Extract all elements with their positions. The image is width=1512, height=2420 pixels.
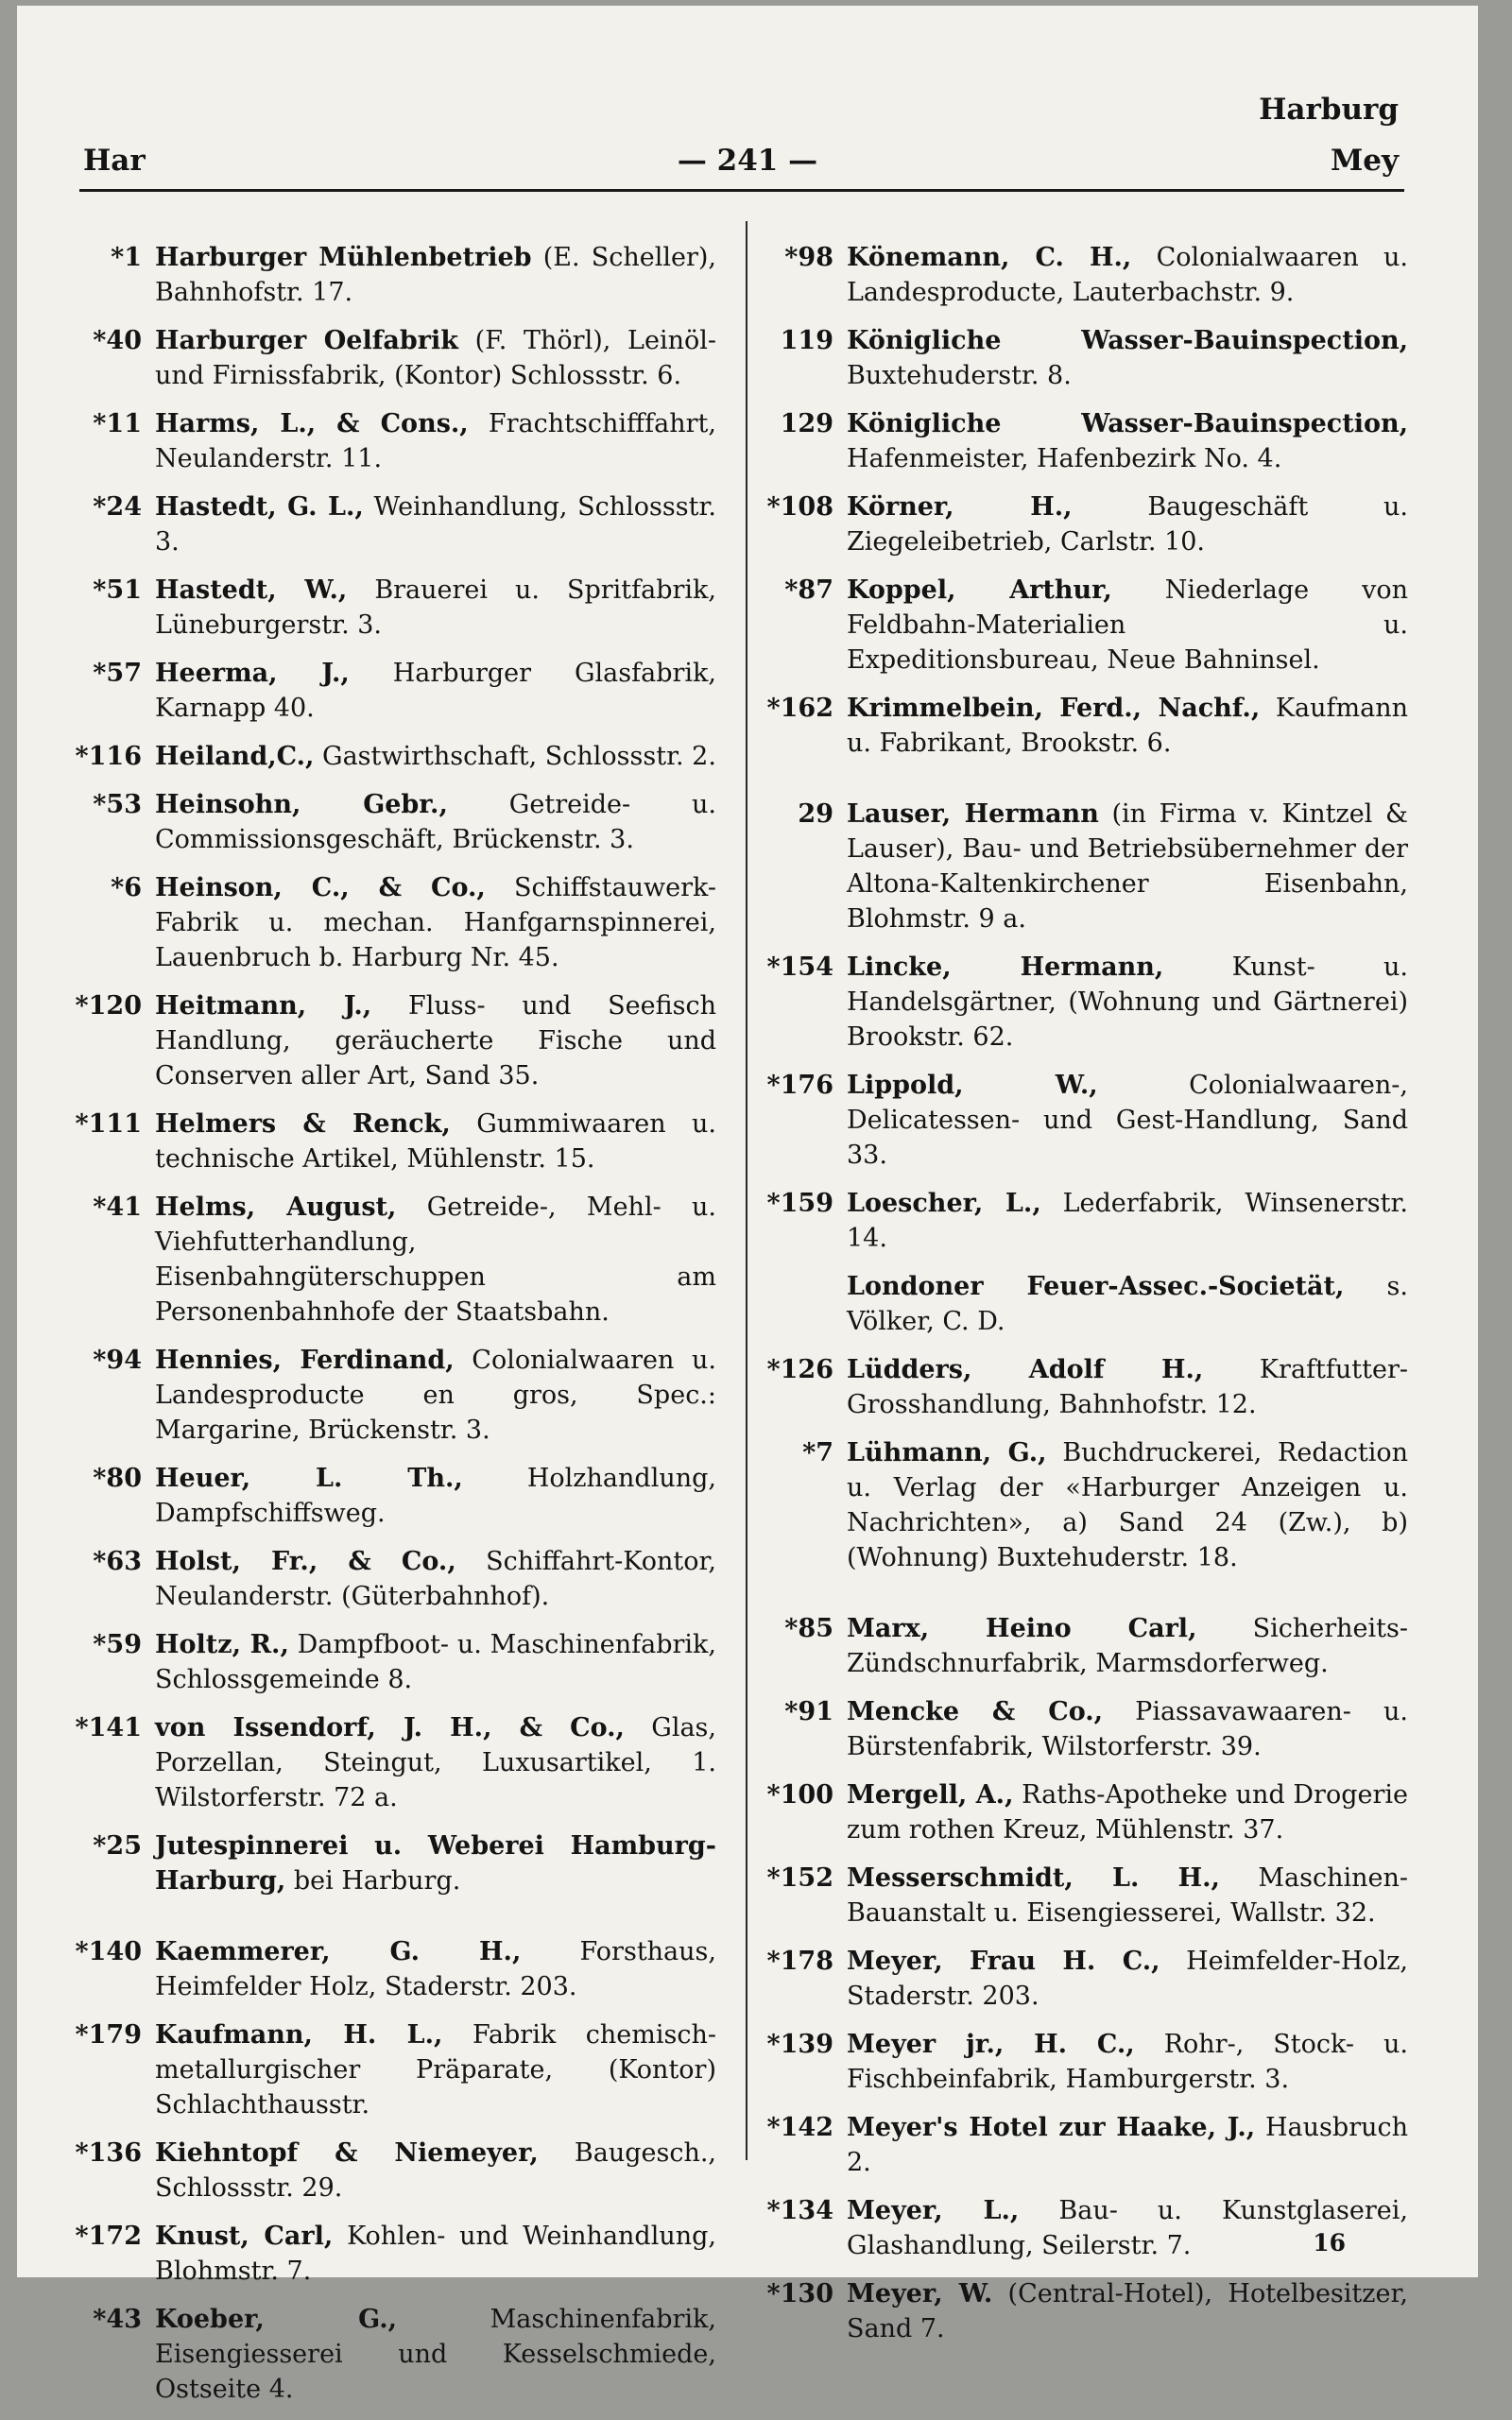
- entry-text: [847, 1068, 1408, 1173]
- entry-number: *130: [766, 2279, 833, 2308]
- entry-name: Kaufmann, H. L.,: [155, 2020, 443, 2050]
- directory-entry: [74, 1544, 716, 1614]
- entry-text: [847, 797, 1408, 936]
- entry-number: *179: [75, 2020, 142, 2050]
- entry-text: [155, 1934, 716, 2004]
- entry-number: *126: [766, 1355, 833, 1384]
- entry-details: Holzhandlung, Dampfschiffsweg.: [155, 1464, 716, 1528]
- entry-name: Heitmann, J.,: [155, 991, 372, 1021]
- entry-details: Getreide- u. Commissionsgeschäft, Brückenstr. 3.: [155, 790, 716, 854]
- entry-text: [847, 1861, 1408, 1931]
- entry-number: *25: [93, 1831, 142, 1861]
- entry-text: [847, 1611, 1408, 1681]
- entry-number: *94: [93, 1346, 142, 1375]
- entry-name: Kaemmerer, G. H.,: [155, 1937, 522, 1966]
- entry-name: Harburger Mühlenbetrieb: [155, 243, 532, 272]
- entry-details: Harburger Glasfabrik, Karnapp 40.: [155, 659, 716, 723]
- directory-entry: [74, 1828, 716, 1898]
- directory-entry: [765, 573, 1408, 678]
- entry-details: Baugeschäft u. Ziegeleibetrieb, Carlstr. 10.: [847, 492, 1408, 557]
- left-column: [74, 240, 716, 2420]
- entry-details: Brauerei u. Spritfabrik, Lüneburgerstr. 3.: [155, 575, 716, 640]
- entry-text: [847, 1352, 1408, 1422]
- entry-name: Meyer, Frau H. C.,: [847, 1947, 1160, 1976]
- entry-name: Messerschmidt, L. H.,: [847, 1863, 1220, 1893]
- entry-number: *59: [93, 1630, 142, 1659]
- page-number: — 241 —: [677, 144, 818, 178]
- entry-details: Rohr-, Stock- u. Fischbeinfabrik, Hamburgerstr. 3.: [847, 2030, 1408, 2094]
- entry-text: [847, 950, 1408, 1055]
- entry-text: [155, 1461, 716, 1531]
- entry-name: Knust, Carl,: [155, 2222, 334, 2251]
- directory-entry: [74, 2017, 716, 2122]
- entry-details: Kunst- u. Handelsgärtner, (Wohnung und Gärtnerei) Brookstr. 62.: [847, 953, 1408, 1052]
- directory-entry: [74, 2136, 716, 2205]
- directory-entry: [765, 1435, 1408, 1575]
- entry-number: *116: [75, 742, 142, 771]
- entry-text: [155, 1190, 716, 1330]
- entry-text: [155, 1627, 716, 1697]
- entry-text: [155, 787, 716, 857]
- entry-number: *108: [766, 492, 833, 522]
- entry-text: [847, 1777, 1408, 1847]
- directory-entry: [74, 1627, 716, 1697]
- entry-name: Koeber, G.,: [155, 2305, 398, 2334]
- entry-name: Hastedt, W.,: [155, 575, 348, 605]
- entry-details: Sicherheits-Zündschnurfabrik, Marmsdorferweg.: [847, 1614, 1408, 1678]
- entry-name: Helms, August,: [155, 1193, 397, 1222]
- entry-number: 29: [798, 799, 833, 829]
- directory-entry: [74, 323, 716, 393]
- entry-name: Körner, H.,: [847, 492, 1073, 522]
- entry-number: *91: [784, 1697, 833, 1726]
- entry-details: Schiffstauwerk-Fabrik u. mechan. Hanfgarnspinnerei, Lauenbruch b. Harburg Nr. 45.: [155, 873, 716, 972]
- entry-details: Maschinenfabrik, Eisengiesserei und Kesselschmiede, Ostseite 4.: [155, 2305, 716, 2404]
- directory-entry: [765, 406, 1408, 476]
- entry-name: Hennies, Ferdinand,: [155, 1346, 455, 1375]
- entry-text: [847, 2276, 1408, 2346]
- entry-details: Dampfboot- u. Maschinenfabrik, Schlossgemeinde 8.: [155, 1630, 716, 1694]
- entry-name: Helmers & Renck,: [155, 1109, 451, 1139]
- directory-entry: [74, 406, 716, 476]
- entry-details: s. Völker, C. D.: [847, 1272, 1408, 1336]
- entry-number: *80: [93, 1464, 142, 1493]
- entry-details: Colonialwaaren-, Delicatessen- und Gest-Handlung, Sand 33.: [847, 1071, 1408, 1170]
- directory-entry: [74, 656, 716, 726]
- entry-number: *85: [784, 1614, 833, 1643]
- directory-entry: [74, 870, 716, 975]
- entry-details: Getreide-, Mehl- u. Viehfutterhandlung, Eisenbahngüterschuppen am Personenbahnhofe der Staatsbahn.: [155, 1193, 716, 1327]
- entry-name: Krimmelbein, Ferd., Nachf.,: [847, 694, 1261, 723]
- entry-details: Gummiwaaren u. technische Artikel, Mühlenstr. 15.: [155, 1109, 716, 1174]
- entry-details: Forsthaus, Heimfelder Holz, Staderstr. 203.: [155, 1937, 716, 2001]
- directory-entry: [765, 323, 1408, 393]
- entry-text: [847, 240, 1408, 310]
- directory-entry: [74, 2219, 716, 2289]
- entry-details: Schiffahrt-Kontor, Neulanderstr. (Güterbahnhof).: [155, 1547, 716, 1611]
- directory-entry: [74, 988, 716, 1093]
- entry-text: [847, 1269, 1408, 1339]
- entry-number: *1: [111, 243, 142, 272]
- entry-details: Hafenmeister, Hafenbezirk No. 4.: [847, 444, 1282, 473]
- entry-number: *178: [766, 1947, 833, 1976]
- entry-name: Königliche Wasser-Bauinspection,: [847, 409, 1408, 438]
- entry-number: *140: [75, 1937, 142, 1966]
- entry-text: [847, 1186, 1408, 1256]
- entry-name: Heinsohn, Gebr.,: [155, 790, 448, 819]
- entry-number: *100: [766, 1780, 833, 1810]
- entry-text: [155, 739, 716, 774]
- entry-name: Heinson, C., & Co.,: [155, 873, 486, 902]
- directory-entry: [765, 1944, 1408, 2014]
- entry-number: *11: [93, 409, 142, 438]
- entry-text: [155, 240, 716, 310]
- entry-name: Meyer, L.,: [847, 2196, 1020, 2225]
- directory-entry: [74, 1710, 716, 1815]
- entry-details: bei Harburg.: [293, 1866, 461, 1896]
- entry-text: [155, 870, 716, 975]
- entry-name: Jutespinnerei u. Weberei Hamburg-Harburg,: [155, 1831, 716, 1896]
- entry-name: Londoner Feuer-Assec.-Societät,: [847, 1272, 1345, 1301]
- entry-number: *120: [75, 991, 142, 1021]
- entry-details: (in Firma v. Kintzel & Lauser), Bau- und Betriebsübernehmer der Altona-Kaltenkirchener Eisenbahn, Blohmstr. 9 a.: [847, 799, 1408, 934]
- entry-text: [155, 1828, 716, 1898]
- entry-name: Heerma, J.,: [155, 659, 350, 688]
- entry-number: *142: [766, 2113, 833, 2142]
- entry-details: Colonialwaaren u. Landesproducte en gros, Spec.: Margarine, Brückenstr. 3.: [155, 1346, 716, 1445]
- directory-entry: [765, 2110, 1408, 2180]
- entry-text: [847, 323, 1408, 393]
- entry-number: *87: [784, 575, 833, 605]
- entry-name: Harms, L., & Cons.,: [155, 409, 469, 438]
- entry-number: *139: [766, 2030, 833, 2059]
- entry-details: Frachtschifffahrt, Neulanderstr. 11.: [155, 409, 716, 473]
- directory-entry: [765, 2193, 1408, 2263]
- entry-text: [155, 988, 716, 1093]
- directory-entry: [765, 489, 1408, 559]
- entry-name: Hastedt, G. L.,: [155, 492, 364, 522]
- entry-details: Fabrik chemisch-metallurgischer Präparate, (Kontor) Schlachthausstr.: [155, 2020, 716, 2120]
- entry-number: 119: [780, 326, 833, 355]
- entry-name: Meyer jr., H. C.,: [847, 2030, 1135, 2059]
- entry-text: [155, 1343, 716, 1448]
- entry-details: Buxtehuderstr. 8.: [847, 361, 1072, 390]
- entry-details: Fluss- und Seefisch Handlung, geräucherte Fische und Conserven aller Art, Sand 35.: [155, 991, 716, 1090]
- directory-entry: [74, 2302, 716, 2407]
- entry-name: Heuer, L. Th.,: [155, 1464, 463, 1493]
- entry-number: *141: [75, 1713, 142, 1742]
- directory-entry: [765, 1352, 1408, 1422]
- entry-details: Piassavawaaren- u. Bürstenfabrik, Wilstorferstr. 39.: [847, 1697, 1408, 1761]
- entry-number: *111: [75, 1109, 142, 1139]
- entry-text: [155, 1107, 716, 1176]
- entry-text: [155, 323, 716, 393]
- entry-name: Koppel, Arthur,: [847, 575, 1112, 605]
- entry-details: Kaufmann u. Fabrikant, Brookstr. 6.: [847, 694, 1408, 758]
- directory-entry: [765, 240, 1408, 310]
- entry-details: Glas, Porzellan, Steingut, Luxusartikel, 1. Wilstorferstr. 72 a.: [155, 1713, 716, 1812]
- entry-name: Lühmann, G.,: [847, 1438, 1047, 1467]
- entry-text: [155, 2302, 716, 2407]
- entry-name: Holst, Fr., & Co.,: [155, 1547, 456, 1576]
- entry-text: [847, 1944, 1408, 2014]
- entry-number: *152: [766, 1863, 833, 1893]
- entry-text: [155, 2219, 716, 2289]
- place-heading: Harburg: [1259, 93, 1399, 127]
- entry-name: Könemann, C. H.,: [847, 243, 1132, 272]
- entry-text: [847, 1435, 1408, 1575]
- entry-number: *57: [93, 659, 142, 688]
- entry-number: *154: [766, 953, 833, 982]
- running-head-left: Har: [83, 144, 146, 178]
- entry-name: Meyer's Hotel zur Haake, J.,: [847, 2113, 1256, 2142]
- entry-details: (F. Thörl), Leinöl- und Firnissfabrik, (Kontor) Schlossstr. 6.: [155, 326, 716, 390]
- entry-details: Lederfabrik, Winsenerstr. 14.: [847, 1189, 1408, 1253]
- entry-text: [847, 2027, 1408, 2097]
- entry-text: [155, 1710, 716, 1815]
- directory-entry: [765, 2027, 1408, 2097]
- column-divider: [746, 221, 747, 2160]
- directory-entry: [765, 2276, 1408, 2346]
- entry-number: *98: [784, 243, 833, 272]
- entry-details: Weinhandlung, Schlossstr. 3.: [155, 492, 717, 557]
- entry-name: von Issendorf, J. H., & Co.,: [155, 1713, 625, 1742]
- entry-name: Loescher, L.,: [847, 1189, 1041, 1218]
- directory-entry: [74, 489, 716, 559]
- entry-text: [847, 2110, 1408, 2180]
- entry-text: [847, 691, 1408, 761]
- entry-text: [155, 1544, 716, 1614]
- entry-name: Heiland,C.,: [155, 742, 315, 771]
- entry-details: Gastwirthschaft, Schlossstr. 2.: [322, 742, 716, 771]
- directory-entry: [765, 691, 1408, 761]
- entry-number: *134: [766, 2196, 833, 2225]
- entry-number: *7: [802, 1438, 833, 1467]
- entry-details: (Central-Hotel), Hotelbesitzer, Sand 7.: [847, 2279, 1408, 2343]
- entry-number: *6: [111, 873, 142, 902]
- entry-name: Lauser, Hermann: [847, 799, 1099, 829]
- entry-details: Hausbruch 2.: [847, 2113, 1408, 2177]
- entry-name: Marx, Heino Carl,: [847, 1614, 1197, 1643]
- directory-entry: [74, 1343, 716, 1448]
- directory-entry: [765, 1269, 1408, 1339]
- entry-text: [847, 406, 1408, 476]
- entry-number: 129: [780, 409, 833, 438]
- entry-details: Colonialwaaren u. Landesproducte, Lauterbachstr. 9.: [847, 243, 1408, 307]
- entry-number: *53: [93, 790, 142, 819]
- entry-details: Heimfelder-Holz, Staderstr. 203.: [847, 1947, 1408, 2011]
- running-head-right: Mey: [1330, 144, 1399, 178]
- entry-details: Raths-Apotheke und Drogerie zum rothen Kreuz, Mühlenstr. 37.: [847, 1780, 1408, 1845]
- directory-entry: [765, 1861, 1408, 1931]
- entry-number: *63: [93, 1547, 142, 1576]
- directory-entry: [74, 240, 716, 310]
- entry-text: [155, 656, 716, 726]
- entry-name: Holtz, R.,: [155, 1630, 289, 1659]
- entry-text: [155, 573, 716, 643]
- directory-entry: [74, 573, 716, 643]
- entry-name: Lincke, Hermann,: [847, 953, 1164, 982]
- directory-entry: [74, 1190, 716, 1330]
- entry-details: Buchdruckerei, Redaction u. Verlag der «Harburger Anzeigen u. Nachrichten», a) Sand 24 (Zw.), b) (Wohnung) Buxtehuderstr. 18.: [847, 1438, 1408, 1572]
- entry-number: *172: [75, 2222, 142, 2251]
- entry-details: Niederlage von Feldbahn-Materialien u. Expeditionsbureau, Neue Bahninsel.: [847, 575, 1408, 675]
- entry-name: Harburger Oelfabrik: [155, 326, 458, 355]
- entry-text: [847, 489, 1408, 559]
- entry-details: Kraftfutter-Grosshandlung, Bahnhofstr. 12.: [847, 1355, 1408, 1419]
- right-column: [765, 240, 1408, 2360]
- directory-entry: [74, 739, 716, 774]
- signature-mark: 16: [1313, 2229, 1346, 2257]
- entry-number: *136: [75, 2138, 142, 2168]
- entry-details: Kohlen- und Weinhandlung, Blohmstr. 7.: [155, 2222, 716, 2286]
- directory-entry: [765, 1611, 1408, 1681]
- directory-entry: [74, 1461, 716, 1531]
- directory-entry: [765, 797, 1408, 936]
- directory-entry: [765, 1186, 1408, 1256]
- directory-entry: [74, 1107, 716, 1176]
- entry-name: Kiehntopf & Niemeyer,: [155, 2138, 539, 2168]
- entry-number: *176: [766, 1071, 833, 1100]
- entry-text: [155, 406, 716, 476]
- entry-number: *24: [93, 492, 142, 522]
- header-rule: [79, 189, 1404, 192]
- entry-number: *159: [766, 1189, 833, 1218]
- entry-number: *43: [93, 2305, 142, 2334]
- entry-text: [847, 573, 1408, 678]
- directory-entry: [765, 1068, 1408, 1173]
- entry-details: Baugesch., Schlossstr. 29.: [155, 2138, 716, 2203]
- entry-name: Lüdders, Adolf H.,: [847, 1355, 1204, 1384]
- entry-text: [155, 2017, 716, 2122]
- directory-entry: [74, 787, 716, 857]
- entry-name: Meyer, W.: [847, 2279, 993, 2308]
- entry-name: Mergell, A.,: [847, 1780, 1014, 1810]
- directory-page: [17, 6, 1478, 2404]
- directory-entry: [74, 1934, 716, 2004]
- entry-number: *51: [93, 575, 142, 605]
- entry-name: Königliche Wasser-Bauinspection,: [847, 326, 1408, 355]
- entry-details: Maschinen-Bauanstalt u. Eisengiesserei, Wallstr. 32.: [847, 1863, 1408, 1928]
- entry-text: [847, 1694, 1408, 1764]
- entry-details: (E. Scheller), Bahnhofstr. 17.: [155, 243, 716, 307]
- entry-number: *40: [93, 326, 142, 355]
- entry-number: *41: [93, 1193, 142, 1222]
- directory-entry: [765, 950, 1408, 1055]
- entry-text: [155, 489, 716, 559]
- entry-name: Mencke & Co.,: [847, 1697, 1104, 1726]
- directory-entry: [765, 1694, 1408, 1764]
- entry-name: Lippold, W.,: [847, 1071, 1098, 1100]
- entry-text: [155, 2136, 716, 2205]
- entry-number: *162: [766, 694, 833, 723]
- entry-details: Bau- u. Kunstglaserei, Glashandlung, Seilerstr. 7.: [847, 2196, 1408, 2260]
- directory-entry: [765, 1777, 1408, 1847]
